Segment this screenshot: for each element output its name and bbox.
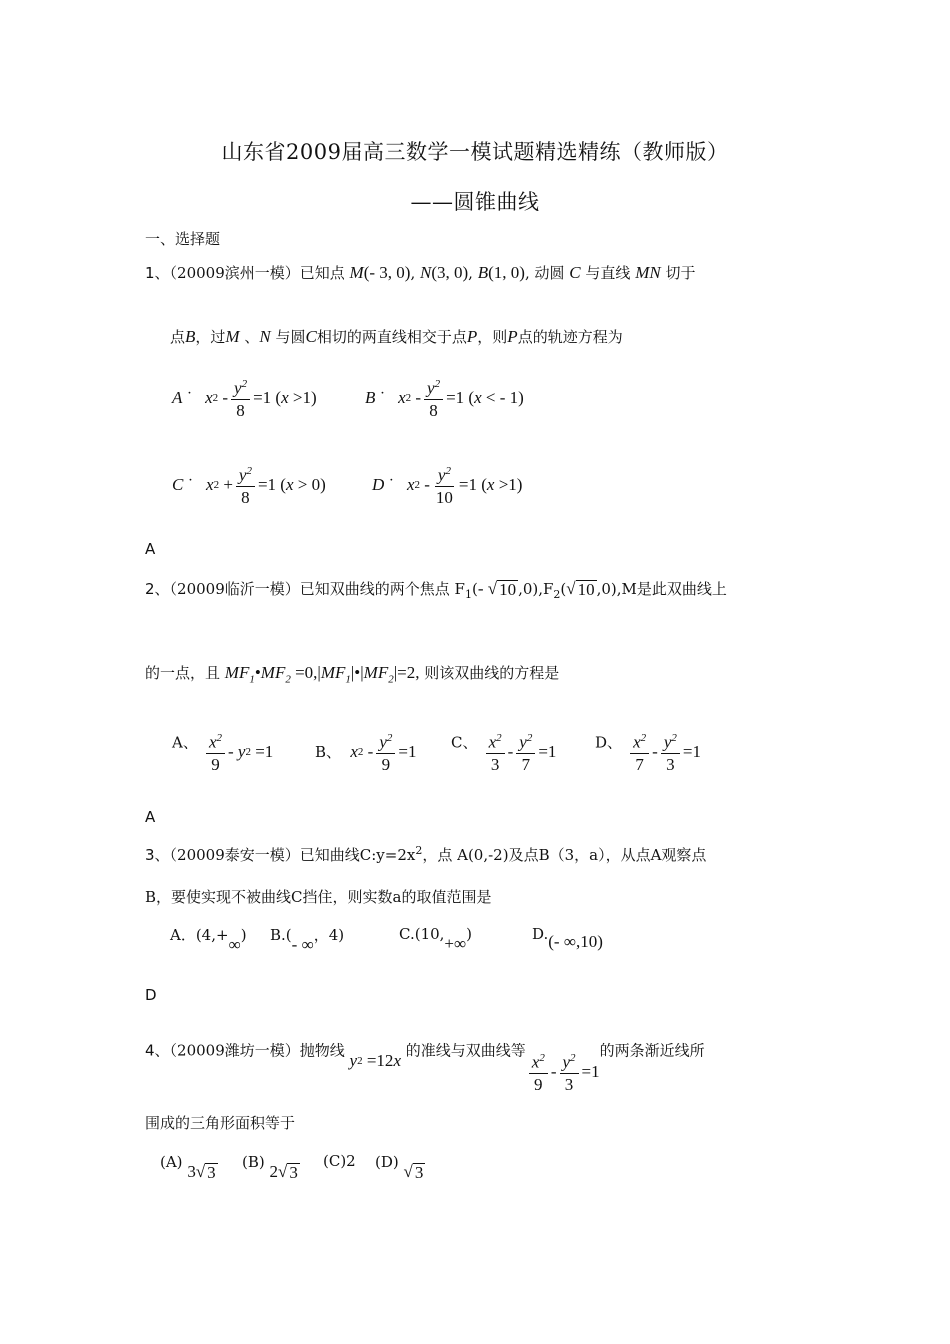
- question-2-option-d: D、 $\frac{x^2}{7}$ - $\frac{y^2}{3}$ =1: [595, 728, 701, 776]
- question-2-option-b: B、 x 2 - $\frac{y^2}{9}$ =1: [315, 728, 416, 776]
- question-4-option-d: (D) √ 3: [375, 1153, 424, 1182]
- question-3-option-a: A．(4,+∞): [170, 926, 247, 954]
- question-2-option-c: C、 $\frac{x^2}{3}$ - $\frac{y^2}{7}$ =1: [451, 728, 556, 776]
- question-1-option-c: C ˙ x 2 + $\frac{y^2}{8}$ =1 ( x > 0): [172, 461, 326, 509]
- page-title: 山东省2009届高三数学一模试题精选精练（教师版）: [221, 140, 729, 164]
- math-point-m: M: [225, 327, 240, 346]
- question-3-line-2: B，要使实现不被曲线C挡住，则实数a的取值范围是: [145, 888, 492, 906]
- question-text: 与直线: [585, 264, 631, 282]
- question-text: 动圆: [534, 264, 565, 282]
- question-4-option-b: (B) 2√ 3: [242, 1153, 298, 1182]
- question-3-option-b: B.(- ∞，4): [270, 926, 345, 954]
- math-coord: (- 3, 0): [363, 263, 411, 282]
- question-text: 相切的两直线相交于点: [316, 328, 467, 346]
- question-number: 3、: [145, 846, 170, 864]
- question-text: 则该双曲线的方程是: [424, 664, 560, 682]
- question-1-line-2: [170, 326, 623, 347]
- question-text: （20009滨州一模）已知点: [169, 264, 345, 282]
- question-text: 切于: [665, 264, 696, 282]
- math-point-p: P: [466, 327, 478, 346]
- question-number: 4、: [145, 1041, 170, 1060]
- question-text: 的准线与双曲线等: [405, 1041, 526, 1060]
- question-2-answer: A: [145, 808, 156, 826]
- question-1-option-d: D ˙ x 2 - $\frac{y^2}{10}$ =1 ( x >1): [372, 461, 522, 509]
- question-text: ,0),M是此双曲线上: [596, 580, 727, 598]
- question-3-answer: D: [145, 986, 157, 1004]
- question-text: 、: [244, 328, 260, 346]
- math-sqrt-10: √ 10: [566, 579, 595, 599]
- question-text: ，过: [195, 328, 226, 346]
- question-1-line-1: 1、（20009滨州一模）已知点 M(- 3, 0), N(3, 0), B(1, 0), 动圆 C 与直线 MN 切于: [145, 263, 696, 282]
- math-coord: (1, 0): [488, 263, 525, 282]
- question-text: ，则: [477, 328, 508, 346]
- question-1-option-b: B ˙ x 2 - $\frac{y^2}{8}$ =1 ( x < - 1): [365, 374, 524, 422]
- question-3-option-c: C.(10,+∞): [399, 925, 472, 953]
- question-4-option-c: (C)2: [323, 1152, 356, 1170]
- question-text: ，点 A(0,-2)及点B（3，a），从点A观察点: [422, 846, 707, 864]
- math-point-n: N: [259, 327, 271, 346]
- math-neg-sqrt-10: - √ 10: [477, 579, 517, 599]
- question-text: （20009潍坊一模）抛物线: [169, 1041, 345, 1060]
- question-1-answer: A: [145, 540, 156, 558]
- question-text: 的一点，且: [145, 664, 221, 682]
- math-line-mn: MN: [635, 263, 661, 282]
- question-2-line-1: 2、（20009临沂一模）已知双曲线的两个焦点 $F_1(-$ √ 10 $,0),F_2(√$ 10 ,0),M是此双曲线上: [145, 579, 727, 601]
- question-text: (: [471, 580, 478, 598]
- question-4-option-a: (A) 3√ 3: [160, 1153, 216, 1182]
- question-text: ,0),F: [518, 580, 554, 598]
- question-number: 2、: [145, 580, 170, 598]
- section-heading: 一、选择题: [145, 230, 221, 248]
- math-circle-c: C: [569, 263, 581, 282]
- page-subtitle: ——圆锥曲线: [410, 190, 540, 214]
- math-point-m: M: [349, 263, 364, 282]
- question-text: 点: [170, 328, 186, 346]
- question-3-option-d: D.(- ∞,10): [532, 925, 603, 951]
- question-text: 与圆: [275, 328, 306, 346]
- question-text: 点的轨迹方程为: [517, 328, 623, 346]
- question-number: 1、: [145, 264, 170, 282]
- question-4-line-2: 围成的三角形面积等于: [145, 1114, 296, 1132]
- math-circle-c: C: [305, 327, 317, 346]
- question-1-option-a: A ˙ x 2 - $\frac{y^2}{8}$ =1 ( x >1): [172, 374, 317, 422]
- question-text: （20009泰安一模）已知曲线C:y=2x: [169, 846, 416, 864]
- math-point-p: P: [507, 327, 518, 346]
- question-2-option-a: A、 $\frac{x^2}{9}$ - y 2 =1: [172, 728, 273, 776]
- question-2-line-2: 的一点，且 $MF_1•MF_2$ $=0,|MF_1|•|MF_2|=2$, 则该双曲线的方程是: [145, 663, 560, 686]
- question-3-line-1: 3、（20009泰安一模）已知曲线$C:y=2x^2$，点 A(0,-2)及点B（3，a），从点A观察点: [145, 844, 707, 864]
- question-text: （20009临沂一模）已知双曲线的两个焦点 F: [169, 580, 465, 598]
- question-4-line-1: 4、（20009潍坊一模）抛物线 y 2 =12 x 的准线与双曲线等 $\frac{x^2}{9}$ - $\frac{y^2}{3}$ =1的两条渐近线所: [145, 1041, 705, 1094]
- question-text: 的两条渐近线所: [599, 1041, 705, 1060]
- math-point-b: B: [185, 327, 196, 346]
- math-condition: $MF_1$: [224, 663, 255, 686]
- math-coord: (3, 0): [431, 263, 469, 282]
- math-point-n: N: [420, 263, 432, 282]
- math-point-b: B: [477, 263, 489, 282]
